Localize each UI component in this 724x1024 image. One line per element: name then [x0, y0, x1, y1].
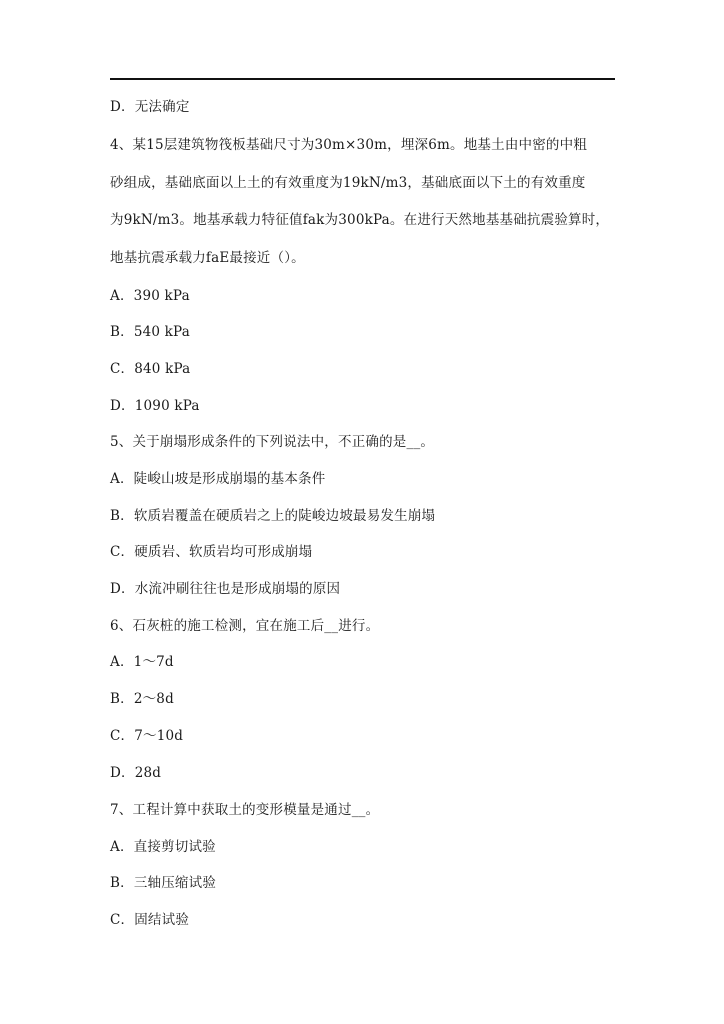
option-c-q5: C．硬质岩、软质岩均可形成崩塌	[110, 544, 313, 560]
option-b-q5: B．软质岩覆盖在硬质岩之上的陡峻边坡最易发生崩塌	[110, 508, 436, 524]
question-4-line-2: 砂组成，基础底面以上土的有效重度为19kN/m3，基础底面以下土的有效重度	[110, 175, 586, 191]
option-a-q6: A．1～7d	[110, 654, 174, 670]
option-a-q4: A．390 kPa	[110, 288, 190, 304]
question-4-line-4: 地基抗震承载力faE最接近（）。	[110, 250, 305, 266]
option-c-q6: C．7～10d	[110, 728, 184, 744]
question-4-line-3: 为9kN/m3。地基承载力特征值fak为300kPa。在进行天然地基基础抗震验算时，	[110, 212, 610, 228]
option-d-q6: D．28d	[110, 765, 162, 781]
option-c-q7: C．固结试验	[110, 912, 190, 928]
option-c-q4: C．840 kPa	[110, 361, 191, 377]
option-d-q5: D．水流冲刷往往也是形成崩塌的原因	[110, 581, 341, 597]
option-a-q5: A．陡峻山坡是形成崩塌的基本条件	[110, 471, 326, 487]
question-5: 5、关于崩塌形成条件的下列说法中，不正确的是__。	[110, 434, 435, 450]
question-4-line-1: 4、某15层建筑物筏板基础尺寸为30m×30m，埋深6m。地基土由中密的中粗	[110, 137, 588, 153]
option-b-q7: B．三轴压缩试验	[110, 875, 217, 891]
option-b-q4: B．540 kPa	[110, 324, 190, 340]
option-b-q6: B．2～8d	[110, 691, 174, 707]
option-d-q3: D．无法确定	[110, 99, 190, 115]
header-rule	[110, 78, 615, 80]
question-7: 7、工程计算中获取土的变形模量是通过__。	[110, 802, 380, 818]
question-6: 6、石灰桩的施工检测，宜在施工后__进行。	[110, 618, 380, 634]
option-d-q4: D．1090 kPa	[110, 398, 200, 414]
option-a-q7: A．直接剪切试验	[110, 839, 216, 855]
